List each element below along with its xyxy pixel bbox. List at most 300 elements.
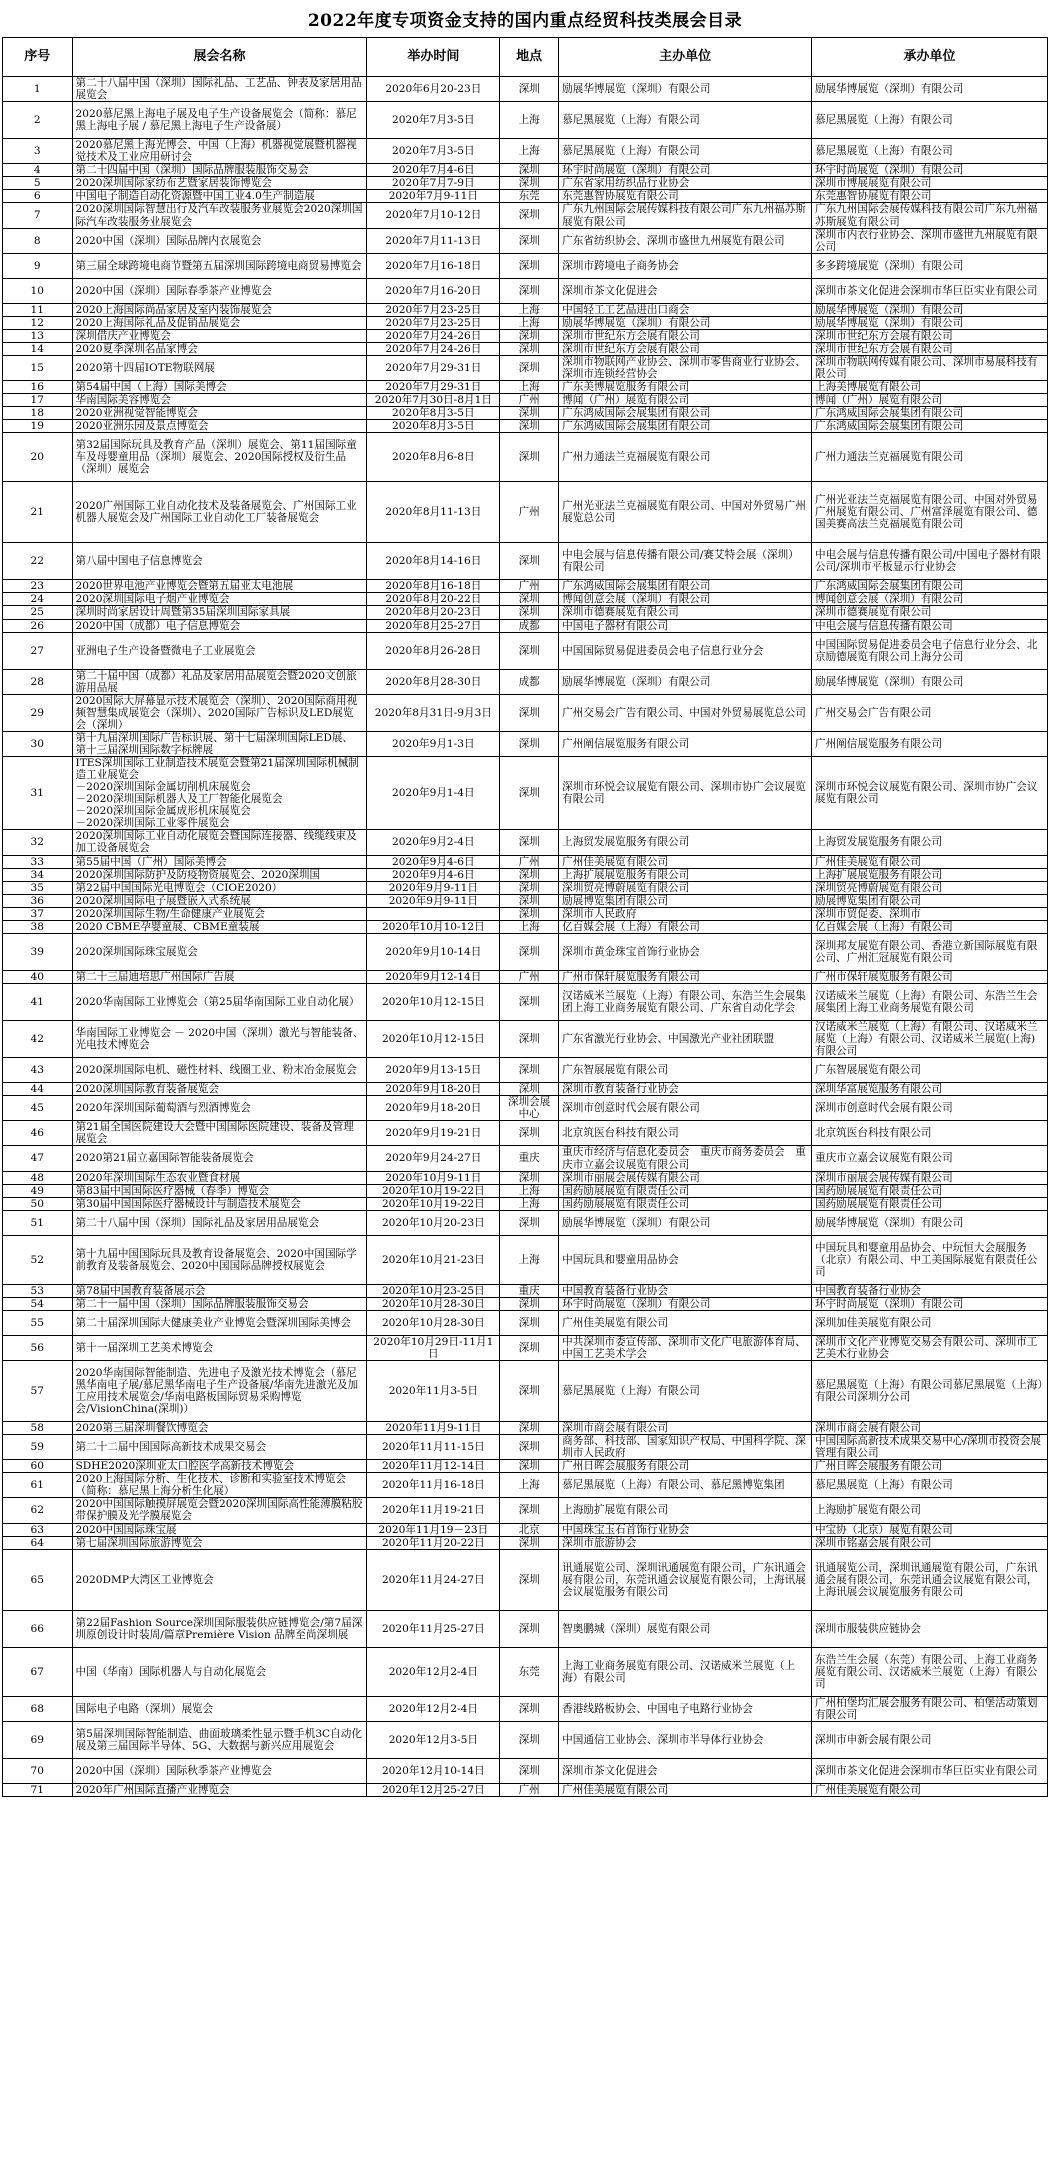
cell-exhibition-name: 2020深圳国际智慧出行及汽车改装服务业展览会2020深圳国际汽车改装服务业展览会 xyxy=(72,203,367,228)
cell-host: 慕尼黑展览（上海）有限公司慕尼黑展览（上海）有限公司深圳分公司 xyxy=(811,1361,1047,1422)
cell-index: 43 xyxy=(3,1058,73,1083)
cell-time: 2020年8月28-30日 xyxy=(367,669,500,694)
cell-exhibition-name: 2020广州国际工业自动化技术及装备展览会、广州国际工业机器人展览会及广州国际工业自动化工厂装备展览会 xyxy=(72,482,367,543)
cell-organizer: 中共深圳市委宣传部、深圳市文化广电旅游体育局、中国工艺美术学会 xyxy=(559,1335,812,1360)
cell-place: 深圳 xyxy=(500,830,559,855)
cell-exhibition-name: 第二十八届中国（深圳）国际礼品、工艺品、钟表及家居用品展览会 xyxy=(72,77,367,102)
cell-time: 2020年11月12-14日 xyxy=(367,1460,500,1473)
cell-host: 广州日晖会展服务有限公司 xyxy=(811,1460,1047,1473)
cell-host: 环宇时尚展览（深圳）有限公司 xyxy=(811,1297,1047,1310)
table-row xyxy=(3,757,1048,830)
table-row xyxy=(3,329,1048,342)
cell-place: 深圳会展中心 xyxy=(500,1096,559,1121)
cell-index: 64 xyxy=(3,1536,73,1549)
table-row xyxy=(3,830,1048,855)
cell-time: 2020年7月29-31日 xyxy=(367,355,500,380)
cell-exhibition-name: 2020深圳国际电子烟产业博览会 xyxy=(72,593,367,606)
cell-time: 2020年8月31日-9月3日 xyxy=(367,694,500,731)
cell-host: 广州交易会广告有限公司 xyxy=(811,694,1047,731)
cell-exhibition-name: 2020中国国际触摸屏展览会暨2020深圳国际高性能薄膜粘胶带保护膜及光学膜展览会 xyxy=(72,1498,367,1523)
cell-index: 4 xyxy=(3,164,73,177)
table-row xyxy=(3,619,1048,632)
cell-host: 广州柏堡均汇展会服务有限公司、柏堡活动策划有限公司 xyxy=(811,1696,1047,1721)
cell-host: 励展华博展览（深圳）有限公司 xyxy=(811,669,1047,694)
cell-host: 多多跨境展览（深圳）有限公司 xyxy=(811,253,1047,278)
cell-host: 深圳市德赛展览有限公司 xyxy=(811,606,1047,619)
cell-index: 26 xyxy=(3,619,73,632)
cell-organizer: 慕尼黑展览（上海）有限公司 xyxy=(559,139,812,164)
cell-organizer: 慕尼黑展览（上海）有限公司 xyxy=(559,1361,812,1422)
cell-exhibition-name: 2020亚洲乐园及景点博览会 xyxy=(72,420,367,433)
cell-organizer: 广东省激光行业协会、中国激光产业社团联盟 xyxy=(559,1020,812,1057)
cell-place: 广州 xyxy=(500,855,559,868)
cell-place: 上海 xyxy=(500,102,559,139)
cell-time: 2020年12月2-4日 xyxy=(367,1647,500,1696)
cell-organizer: 上海扩展展览服务有限公司 xyxy=(559,868,812,881)
cell-time: 2020年11月25-27日 xyxy=(367,1610,500,1647)
cell-host: 环宇时尚展览（深圳）有限公司 xyxy=(811,164,1047,177)
cell-time: 2020年10月19-22日 xyxy=(367,1197,500,1210)
cell-index: 10 xyxy=(3,278,73,303)
cell-place: 深圳 xyxy=(500,228,559,253)
cell-host: 东莞惠智协展览有限公司 xyxy=(811,190,1047,203)
table-row xyxy=(3,1235,1048,1284)
header-place: 地点 xyxy=(500,38,559,77)
cell-host: 深圳邦友展览有限公司、香港立新国际展览有限公司、广州汇冠展览有限公司 xyxy=(811,933,1047,970)
table-row xyxy=(3,420,1048,433)
cell-index: 25 xyxy=(3,606,73,619)
cell-time: 2020年9月13-15日 xyxy=(367,1058,500,1083)
cell-exhibition-name: 第十一届深圳工艺美术博览会 xyxy=(72,1335,367,1360)
cell-place: 上海 xyxy=(500,920,559,933)
table-row xyxy=(3,1435,1048,1460)
header-organizer: 主办单位 xyxy=(559,38,812,77)
cell-place: 深圳 xyxy=(500,1721,559,1758)
cell-index: 7 xyxy=(3,203,73,228)
cell-time: 2020年7月7-9日 xyxy=(367,177,500,190)
cell-place: 重庆 xyxy=(500,1284,559,1297)
cell-organizer: 中国国际贸易促进委员会电子信息行业分会 xyxy=(559,632,812,669)
cell-exhibition-name: 2020深圳国际生物/生命健康产业展览会 xyxy=(72,907,367,920)
table-row xyxy=(3,1121,1048,1146)
cell-exhibition-name: 第30届中国国际医疗器械设计与制造技术展览会 xyxy=(72,1197,367,1210)
cell-index: 46 xyxy=(3,1121,73,1146)
cell-host: 亿百媒会展（上海）有限公司 xyxy=(811,920,1047,933)
table-row xyxy=(3,933,1048,970)
cell-host: 深圳市创意时代会展有限公司 xyxy=(811,1096,1047,1121)
table-row xyxy=(3,342,1048,355)
cell-place: 深圳 xyxy=(500,593,559,606)
cell-exhibition-name: 2020上海国际分析、生化技术、诊断和实验室技术博览会（简称：慕尼黑上海分析生化展） xyxy=(72,1473,367,1498)
cell-organizer: 广州光亚法兰克福展览有限公司、中国对外贸易广州展览总公司 xyxy=(559,482,812,543)
cell-index: 24 xyxy=(3,593,73,606)
cell-host: 慕尼黑展览（上海）有限公司 xyxy=(811,139,1047,164)
table-row xyxy=(3,1536,1048,1549)
cell-place: 广州 xyxy=(500,394,559,407)
cell-organizer: 深圳市创意时代会展有限公司 xyxy=(559,1096,812,1121)
cell-host: 深圳加佳美展览有限公司 xyxy=(811,1310,1047,1335)
cell-index: 71 xyxy=(3,1783,73,1796)
cell-host: 深圳市世纪东方会展有限公司 xyxy=(811,342,1047,355)
cell-time: 2020年9月12-14日 xyxy=(367,970,500,983)
table-row xyxy=(3,694,1048,731)
cell-host: 国药励展展览有限责任公司 xyxy=(811,1197,1047,1210)
cell-organizer: 深圳市德赛展览有限公司 xyxy=(559,606,812,619)
cell-time: 2020年10月21-23日 xyxy=(367,1235,500,1284)
cell-index: 41 xyxy=(3,983,73,1020)
cell-index: 17 xyxy=(3,394,73,407)
cell-organizer: 广东省家用纺织品行业协会 xyxy=(559,177,812,190)
cell-host: 慕尼黑展览（上海）有限公司 xyxy=(811,102,1047,139)
cell-place: 深圳 xyxy=(500,933,559,970)
table-row xyxy=(3,920,1048,933)
cell-exhibition-name: 第三届全球跨境电商节暨第五届深圳国际跨境电商贸易博览会 xyxy=(72,253,367,278)
table-row xyxy=(3,407,1048,420)
cell-index: 19 xyxy=(3,420,73,433)
cell-index: 50 xyxy=(3,1197,73,1210)
cell-organizer: 深圳市世纪东方会展有限公司 xyxy=(559,342,812,355)
cell-exhibition-name: 华南国际工业博览会 － 2020中国（深圳）激光与智能装备、光电技术博览会 xyxy=(72,1020,367,1057)
cell-exhibition-name: 第二十二届中国国际高新技术成果交易会 xyxy=(72,1435,367,1460)
cell-exhibition-name: 2020年深圳国际葡萄酒与烈酒博览会 xyxy=(72,1096,367,1121)
cell-exhibition-name: 第十九届深圳国际广告标识展、第十七届深圳国际LED展、第十三届深圳国际数字标牌展 xyxy=(72,731,367,756)
cell-exhibition-name: 2020中国（成都）电子信息博览会 xyxy=(72,619,367,632)
cell-host: 深圳市物联网传媒有限公司、深圳市易展科技有限公司 xyxy=(811,355,1047,380)
cell-time: 2020年7月16-20日 xyxy=(367,278,500,303)
cell-exhibition-name: 深圳时尚家居设计周暨第35届深圳国际家具展 xyxy=(72,606,367,619)
cell-place: 深圳 xyxy=(500,1297,559,1310)
cell-index: 65 xyxy=(3,1549,73,1610)
cell-exhibition-name: 2020深圳国际电子展暨嵌入式系统展 xyxy=(72,894,367,907)
cell-exhibition-name: 2020深圳国际电机、磁性材料、线圈工业、粉末冶金展览会 xyxy=(72,1058,367,1083)
cell-index: 57 xyxy=(3,1361,73,1422)
table-row xyxy=(3,139,1048,164)
table-row xyxy=(3,381,1048,394)
table-row xyxy=(3,164,1048,177)
cell-place: 深圳 xyxy=(500,1549,559,1610)
cell-organizer: 广东鸿威国际会展集团有限公司 xyxy=(559,580,812,593)
cell-index: 36 xyxy=(3,894,73,907)
cell-place: 深圳 xyxy=(500,1310,559,1335)
cell-time xyxy=(367,907,500,920)
cell-exhibition-name: 第21届全国医院建设大会暨中国国际医院建设、装备及管理展览会 xyxy=(72,1121,367,1146)
cell-index: 49 xyxy=(3,1184,73,1197)
cell-time: 2020年11月19－23日 xyxy=(367,1523,500,1536)
cell-exhibition-name: 2020中国（深圳）国际品牌内衣展览会 xyxy=(72,228,367,253)
cell-time: 2020年8月26-28日 xyxy=(367,632,500,669)
cell-organizer: 上海工业商务展览有限公司、汉诺威米兰展览（上海）有限公司 xyxy=(559,1647,812,1696)
cell-index: 30 xyxy=(3,731,73,756)
cell-index: 55 xyxy=(3,1310,73,1335)
cell-time: 2020年10月20-23日 xyxy=(367,1210,500,1235)
cell-host: 上海扩展展览服务有限公司 xyxy=(811,868,1047,881)
cell-exhibition-name: 2020中国国际珠宝展 xyxy=(72,1523,367,1536)
cell-time: 2020年7月11-13日 xyxy=(367,228,500,253)
cell-place: 深圳 xyxy=(500,329,559,342)
table-row xyxy=(3,669,1048,694)
cell-index: 29 xyxy=(3,694,73,731)
table-row xyxy=(3,1096,1048,1121)
cell-exhibition-name: 第78届中国教育装备展示会 xyxy=(72,1284,367,1297)
cell-place: 深圳 xyxy=(500,1422,559,1435)
cell-index: 60 xyxy=(3,1460,73,1473)
cell-organizer: 广东鸿威国际会展集团有限公司 xyxy=(559,420,812,433)
cell-exhibition-name: 2020深圳国际工业自动化展览会暨国际连接器、线缆线束及加工设备展览会 xyxy=(72,830,367,855)
cell-host: 博闻创意会展（深圳）有限公司 xyxy=(811,593,1047,606)
table-row xyxy=(3,303,1048,316)
cell-organizer: 广州市保轩展览服务有限公司 xyxy=(559,970,812,983)
cell-organizer: 亿百媒会展（上海）有限公司 xyxy=(559,920,812,933)
cell-organizer: 励展华博展览（深圳）有限公司 xyxy=(559,1210,812,1235)
cell-index: 8 xyxy=(3,228,73,253)
cell-index: 35 xyxy=(3,881,73,894)
cell-place: 深圳 xyxy=(500,278,559,303)
table-row xyxy=(3,1523,1048,1536)
cell-exhibition-name: 第七届深圳国际旅游博览会 xyxy=(72,1536,367,1549)
table-row xyxy=(3,1184,1048,1197)
cell-host: 重庆市立嘉会议展览有限公司 xyxy=(811,1146,1047,1171)
cell-host: 中电会展与信息传播有限公司/中国电子器材有限公司/深圳市平板显示行业协会 xyxy=(811,543,1047,580)
cell-index: 62 xyxy=(3,1498,73,1523)
cell-organizer: 智奥鹏城（深圳）展览有限公司 xyxy=(559,1610,812,1647)
cell-time: 2020年11月19-21日 xyxy=(367,1498,500,1523)
table-row xyxy=(3,102,1048,139)
table-row xyxy=(3,433,1048,482)
table-row xyxy=(3,278,1048,303)
cell-organizer: 广东鸿威国际会展集团有限公司 xyxy=(559,407,812,420)
cell-index: 14 xyxy=(3,342,73,355)
cell-index: 11 xyxy=(3,303,73,316)
cell-time: 2020年10月28-30日 xyxy=(367,1310,500,1335)
table-row xyxy=(3,1297,1048,1310)
cell-time: 2020年7月16-18日 xyxy=(367,253,500,278)
cell-organizer: 深圳市世纪东方会展有限公司 xyxy=(559,329,812,342)
cell-exhibition-name: 第54届中国（上海）国际美博会 xyxy=(72,381,367,394)
cell-index: 33 xyxy=(3,855,73,868)
cell-exhibition-name: 第22届Fashion Source深圳国际服装供应链博览会/第7届深圳原创设计时装周/篇章Première Vision 品牌至尚深圳展 xyxy=(72,1610,367,1647)
cell-place: 深圳 xyxy=(500,1210,559,1235)
cell-place: 东莞 xyxy=(500,190,559,203)
cell-host: 中宝协（北京）展览有限公司 xyxy=(811,1523,1047,1536)
cell-place: 深圳 xyxy=(500,1536,559,1549)
cell-time: 2020年11月11-15日 xyxy=(367,1435,500,1460)
header-index: 序号 xyxy=(3,38,73,77)
cell-host: 上海励扩展览有限公司 xyxy=(811,1498,1047,1523)
cell-index: 2 xyxy=(3,102,73,139)
cell-organizer: 北京筑医台科技有限公司 xyxy=(559,1121,812,1146)
cell-time: 2020年7月3-5日 xyxy=(367,139,500,164)
cell-organizer: 深圳市旅游协会 xyxy=(559,1536,812,1549)
cell-place: 深圳 xyxy=(500,1335,559,1360)
cell-exhibition-name: 2020年广州国际直播产业博览会 xyxy=(72,1783,367,1796)
cell-time: 2020年7月10-12日 xyxy=(367,203,500,228)
header-name: 展会名称 xyxy=(72,38,367,77)
cell-host: 国药励展展览有限责任公司 xyxy=(811,1184,1047,1197)
cell-time: 2020年8月14-16日 xyxy=(367,543,500,580)
cell-host: 励展华博展览（深圳）有限公司 xyxy=(811,1210,1047,1235)
cell-time: 2020年12月2-4日 xyxy=(367,1696,500,1721)
cell-organizer: 中国轻工工艺品进出口商会 xyxy=(559,303,812,316)
cell-host: 深圳市贸促委、深圳市 xyxy=(811,907,1047,920)
cell-time: 2020年12月3-5日 xyxy=(367,1721,500,1758)
cell-host: 广州力通法兰克福展览有限公司 xyxy=(811,433,1047,482)
cell-exhibition-name: 第5届深圳国际智能制造、曲面玻璃柔性显示暨手机3C自动化展及第三届国际半导体、5G、大数据与新兴应用展览会 xyxy=(72,1721,367,1758)
cell-time: 2020年9月9-11日 xyxy=(367,894,500,907)
cell-time: 2020年12月25-27日 xyxy=(367,1783,500,1796)
cell-host: 上海美博展览有限公司 xyxy=(811,381,1047,394)
cell-place: 深圳 xyxy=(500,694,559,731)
cell-index: 13 xyxy=(3,329,73,342)
cell-organizer: 深圳市物联网产业协会、深圳市零售商业行业协会、深圳市连锁经营协会 xyxy=(559,355,812,380)
cell-exhibition-name: 第二十届中国（成都）礼品及家居用品展览会暨2020文创旅游用品展 xyxy=(72,669,367,694)
cell-host: 广东智展展览有限公司 xyxy=(811,1058,1047,1083)
cell-time: 2020年10月9-11日 xyxy=(367,1171,500,1184)
cell-organizer: 深圳市环悦会议展览有限公司、深圳市协广会议展览有限公司 xyxy=(559,757,812,830)
cell-exhibition-name: 第二十八届中国（深圳）国际礼品及家居用品展览会 xyxy=(72,1210,367,1235)
cell-exhibition-name: 深圳借庆产业博览会 xyxy=(72,329,367,342)
cell-exhibition-name: 第二十四届中国（深圳）国际品牌服装服饰交易会 xyxy=(72,164,367,177)
cell-organizer: 慕尼黑展览（上海）有限公司、慕尼黑博览集团 xyxy=(559,1473,812,1498)
cell-index: 27 xyxy=(3,632,73,669)
table-row xyxy=(3,1549,1048,1610)
cell-place: 深圳 xyxy=(500,177,559,190)
table-row xyxy=(3,1422,1048,1435)
table-row xyxy=(3,1721,1048,1758)
cell-place: 上海 xyxy=(500,303,559,316)
cell-organizer: 广东美博展览服务有限公司 xyxy=(559,381,812,394)
cell-place: 深圳 xyxy=(500,1058,559,1083)
cell-host: 深圳华富展览服务有限公司 xyxy=(811,1083,1047,1096)
cell-place: 深圳 xyxy=(500,355,559,380)
cell-place: 深圳 xyxy=(500,543,559,580)
table-row xyxy=(3,580,1048,593)
cell-host: 励展华博展览（深圳）有限公司 xyxy=(811,316,1047,329)
cell-organizer: 东莞惠智协展览有限公司 xyxy=(559,190,812,203)
table-row xyxy=(3,593,1048,606)
cell-organizer: 深圳市商会展有限公司 xyxy=(559,1422,812,1435)
cell-time: 2020年8月20-22日 xyxy=(367,593,500,606)
cell-exhibition-name: 2020深圳国际珠宝展览会 xyxy=(72,933,367,970)
cell-time: 2020年10月12-15日 xyxy=(367,983,500,1020)
cell-time: 2020年7月3-5日 xyxy=(367,102,500,139)
cell-time: 2020年10月23-25日 xyxy=(367,1284,500,1297)
cell-place: 广州 xyxy=(500,1783,559,1796)
cell-index: 51 xyxy=(3,1210,73,1235)
table-row xyxy=(3,855,1048,868)
cell-index: 37 xyxy=(3,907,73,920)
cell-index: 70 xyxy=(3,1758,73,1783)
cell-place: 上海 xyxy=(500,139,559,164)
cell-organizer: 环宇时尚展览（深圳）有限公司 xyxy=(559,164,812,177)
cell-index: 54 xyxy=(3,1297,73,1310)
cell-organizer: 深圳市茶文化促进会 xyxy=(559,278,812,303)
cell-exhibition-name: 第22届中国国际光电博览会（CIOE2020） xyxy=(72,881,367,894)
cell-host: 广东鸿威国际会展集团有限公司 xyxy=(811,580,1047,593)
cell-organizer: 励展华博展览（深圳）有限公司 xyxy=(559,77,812,102)
cell-time: 2020年9月18-20日 xyxy=(367,1083,500,1096)
cell-host: 中电会展与信息传播有限公司 xyxy=(811,619,1047,632)
cell-time: 2020年9月1-4日 xyxy=(367,757,500,830)
cell-place: 深圳 xyxy=(500,757,559,830)
cell-exhibition-name: 2020中国（深圳）国际秋季茶产业博览会 xyxy=(72,1758,367,1783)
cell-time: 2020年8月3-5日 xyxy=(367,420,500,433)
cell-exhibition-name: 2020第十四届IOTE物联网展 xyxy=(72,355,367,380)
cell-host: 励展华博展览（深圳）有限公司 xyxy=(811,77,1047,102)
cell-host: 汉诺威米兰展览（上海）有限公司、东浩兰生会展集团上海工业商务展览有限公司 xyxy=(811,983,1047,1020)
table-row xyxy=(3,731,1048,756)
cell-place: 深圳 xyxy=(500,907,559,920)
cell-time: 2020年9月19-21日 xyxy=(367,1121,500,1146)
table-row xyxy=(3,1460,1048,1473)
cell-index: 45 xyxy=(3,1096,73,1121)
table-row xyxy=(3,970,1048,983)
cell-host: 中国国际高新技术成果交易中心/深圳市投资会展管理有限公司 xyxy=(811,1435,1047,1460)
cell-time: 2020年7月29-31日 xyxy=(367,381,500,394)
cell-index: 16 xyxy=(3,381,73,394)
cell-index: 5 xyxy=(3,177,73,190)
table-body xyxy=(3,77,1048,1797)
cell-organizer: 深圳市教育装备行业协会 xyxy=(559,1083,812,1096)
table-row xyxy=(3,1610,1048,1647)
cell-time: 2020年9月4-6日 xyxy=(367,868,500,881)
cell-organizer: 广东省纺织协会、深圳市盛世九州展览有限公司 xyxy=(559,228,812,253)
table-row xyxy=(3,1310,1048,1335)
cell-place: 深圳 xyxy=(500,1020,559,1057)
cell-organizer: 上海励扩展览有限公司 xyxy=(559,1498,812,1523)
cell-host: 广东鸿威国际会展集团有限公司 xyxy=(811,420,1047,433)
cell-exhibition-name: 第八届中国电子信息博览会 xyxy=(72,543,367,580)
cell-time: 2020年11月16-18日 xyxy=(367,1473,500,1498)
cell-exhibition-name: 2020年深圳国际生态农业暨食材展 xyxy=(72,1171,367,1184)
cell-organizer: 讯通展览公司、深圳讯通展览有限公司，广东讯通会展有限公司，东莞讯通会议展览有限公司，上海讯展会议展览服务有限公司 xyxy=(559,1549,812,1610)
cell-time: 2020年9月18-20日 xyxy=(367,1096,500,1121)
cell-exhibition-name: 第83届中国国际医疗器械（春季）博览会 xyxy=(72,1184,367,1197)
cell-time: 2020年7月9-11日 xyxy=(367,190,500,203)
cell-place: 深圳 xyxy=(500,894,559,907)
cell-place: 成都 xyxy=(500,619,559,632)
table-row xyxy=(3,1758,1048,1783)
cell-time: 2020年10月29日-11月1日 xyxy=(367,1335,500,1360)
cell-place: 深圳 xyxy=(500,881,559,894)
cell-organizer: 慕尼黑展览（上海）有限公司 xyxy=(559,102,812,139)
cell-index: 48 xyxy=(3,1171,73,1184)
cell-host: 励展博览集团有限公司 xyxy=(811,894,1047,907)
cell-organizer: 广州交易会广告有限公司、中国对外贸易展览总公司 xyxy=(559,694,812,731)
table-row xyxy=(3,190,1048,203)
cell-index: 9 xyxy=(3,253,73,278)
cell-index: 68 xyxy=(3,1696,73,1721)
cell-place: 深圳 xyxy=(500,77,559,102)
cell-exhibition-name: 第十九届中国国际玩具及教育设备展览会、2020中国国际学前教育及装备展览会、2020中国国际品牌授权展览会 xyxy=(72,1235,367,1284)
cell-organizer: 国药励展展览有限责任公司 xyxy=(559,1184,812,1197)
cell-time: 2020年7月24-26日 xyxy=(367,342,500,355)
cell-exhibition-name: 2020慕尼黑上海光博会、中国（上海）机器视觉展暨机器视觉技术及工业应用研讨会 xyxy=(72,139,367,164)
table-row xyxy=(3,316,1048,329)
cell-time: 2020年11月9-11日 xyxy=(367,1422,500,1435)
cell-time: 2020年6月20-23日 xyxy=(367,77,500,102)
cell-place: 深圳 xyxy=(500,253,559,278)
header-host: 承办单位 xyxy=(811,38,1047,77)
cell-place: 上海 xyxy=(500,1235,559,1284)
table-row xyxy=(3,1020,1048,1057)
cell-exhibition-name: 中国电子制造自动化资源暨中国工业4.0生产制造展 xyxy=(72,190,367,203)
cell-exhibition-name: 第32届国际玩具及教育产品（深圳）展览会、第11届国际童车及母婴童用品（深圳）展览会、2020国际授权及衍生品（深圳）展览会 xyxy=(72,433,367,482)
cell-time: 2020年8月3-5日 xyxy=(367,407,500,420)
cell-exhibition-name: 2020亚洲视觉智能博览会 xyxy=(72,407,367,420)
header-time: 举办时间 xyxy=(367,38,500,77)
cell-host: 广州光亚法兰克福展览有限公司、中国对外贸易广州展览有限公司、广州富泽展览有限公司、德国美赛高法兰克福展览有限公司 xyxy=(811,482,1047,543)
cell-index: 61 xyxy=(3,1473,73,1498)
